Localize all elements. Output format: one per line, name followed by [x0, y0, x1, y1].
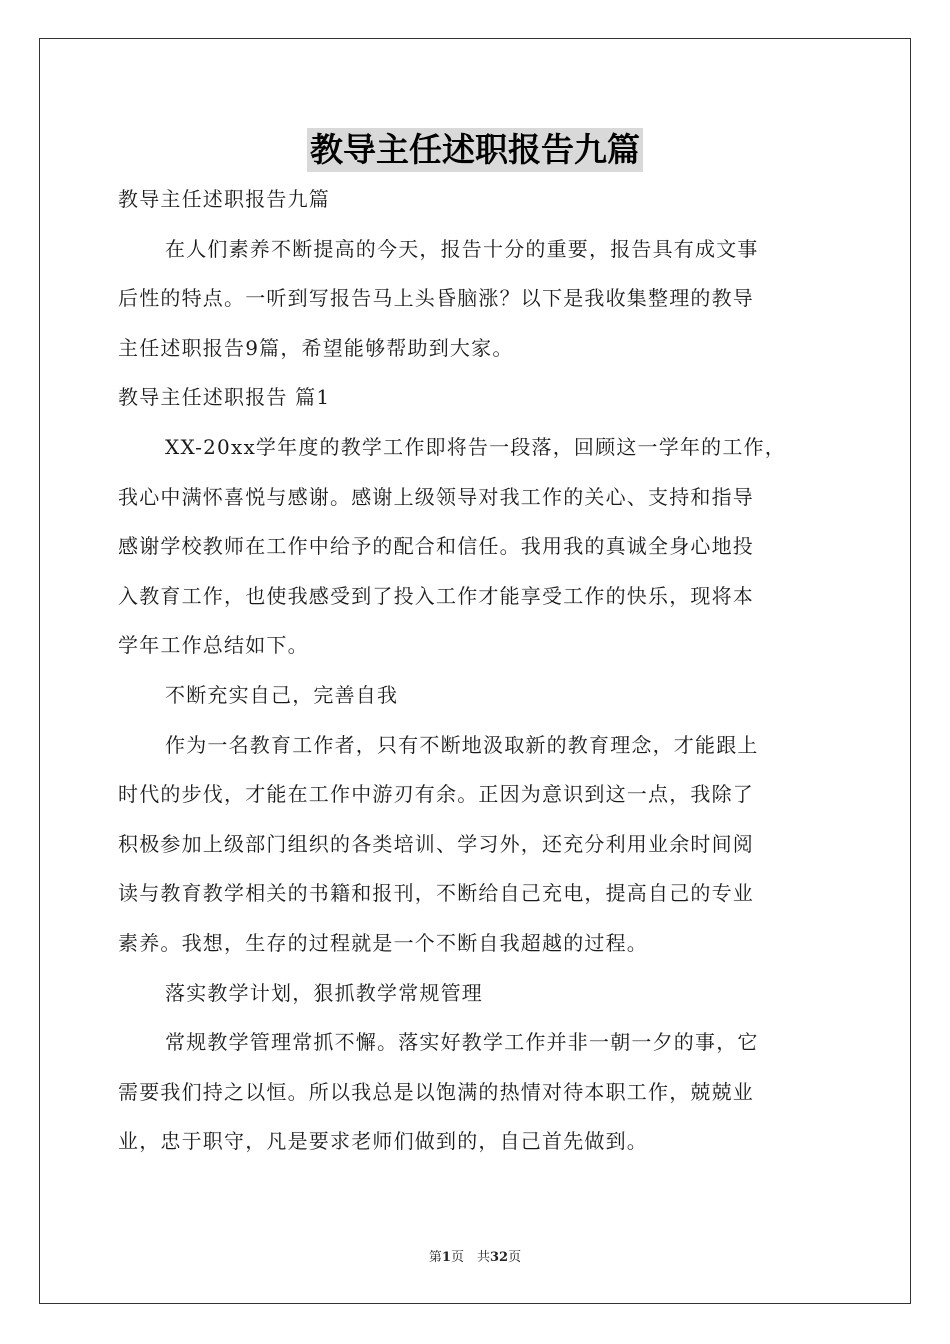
paragraph-line: 感谢学校教师在工作中给予的配合和信任。我用我的真诚全身心地投	[118, 534, 754, 559]
paragraph-line: 学年工作总结如下。	[118, 633, 309, 658]
subheading-line: 不断充实自己，完善自我	[165, 682, 399, 707]
subheading-line: 落实教学计划，狠抓教学常规管理	[165, 980, 483, 1005]
page-prefix: 第	[428, 1250, 442, 1265]
current-page-number: 1	[441, 1250, 451, 1265]
document-title	[0, 128, 950, 178]
paragraph-line: 需要我们持之以恒。所以我总是以饱满的热情对待本职工作，兢兢业	[118, 1079, 754, 1104]
paragraph-line: 后性的特点。一听到写报告马上头昏脑涨？以下是我收集整理的教导	[118, 286, 754, 311]
page-middle-text: 页 共	[450, 1250, 490, 1265]
total-page-number: 32	[489, 1250, 509, 1265]
paragraph-line: XX-20xx学年度的教学工作即将告一段落，回顾这一学年的工作，	[165, 434, 786, 459]
paragraph-line: 读与教育教学相关的书籍和报刊，不断给自己充电，提高自己的专业	[118, 881, 754, 906]
subtitle-line: 教导主任述职报告九篇	[118, 187, 330, 211]
paragraph-line: 积极参加上级部门组织的各类培训、学习外，还充分利用业余时间阅	[118, 831, 754, 856]
paragraph-line: 作为一名教育工作者，只有不断地汲取新的教育理念，才能跟上	[165, 732, 759, 757]
document-body	[118, 175, 836, 1167]
paragraph-line: 业，忠于职守，凡是要求老师们做到的，自己首先做到。	[118, 1129, 648, 1154]
document-title-text: 教导主任述职报告九篇	[307, 128, 643, 172]
section-heading: 教导主任述职报告 篇1	[118, 385, 331, 410]
paragraph-line: 时代的步伐，才能在工作中游刃有余。正因为意识到这一点，我除了	[118, 782, 754, 807]
paragraph-line: 主任述职报告9篇，希望能够帮助到大家。	[118, 335, 514, 360]
paragraph-line: 在人们素养不断提高的今天，报告十分的重要，报告具有成文事	[165, 236, 759, 261]
page-suffix: 页	[508, 1250, 522, 1265]
paragraph-line: 常规教学管理常抓不懈。落实好教学工作并非一朝一夕的事，它	[165, 1030, 759, 1055]
paragraph-line: 我心中满怀喜悦与感谢。感谢上级领导对我工作的关心、支持和指导	[118, 484, 754, 509]
paragraph-line: 素养。我想，生存的过程就是一个不断自我超越的过程。	[118, 930, 648, 955]
page-footer	[0, 1246, 950, 1265]
paragraph-line: 入教育工作，也使我感受到了投入工作才能享受工作的快乐，现将本	[118, 583, 754, 608]
